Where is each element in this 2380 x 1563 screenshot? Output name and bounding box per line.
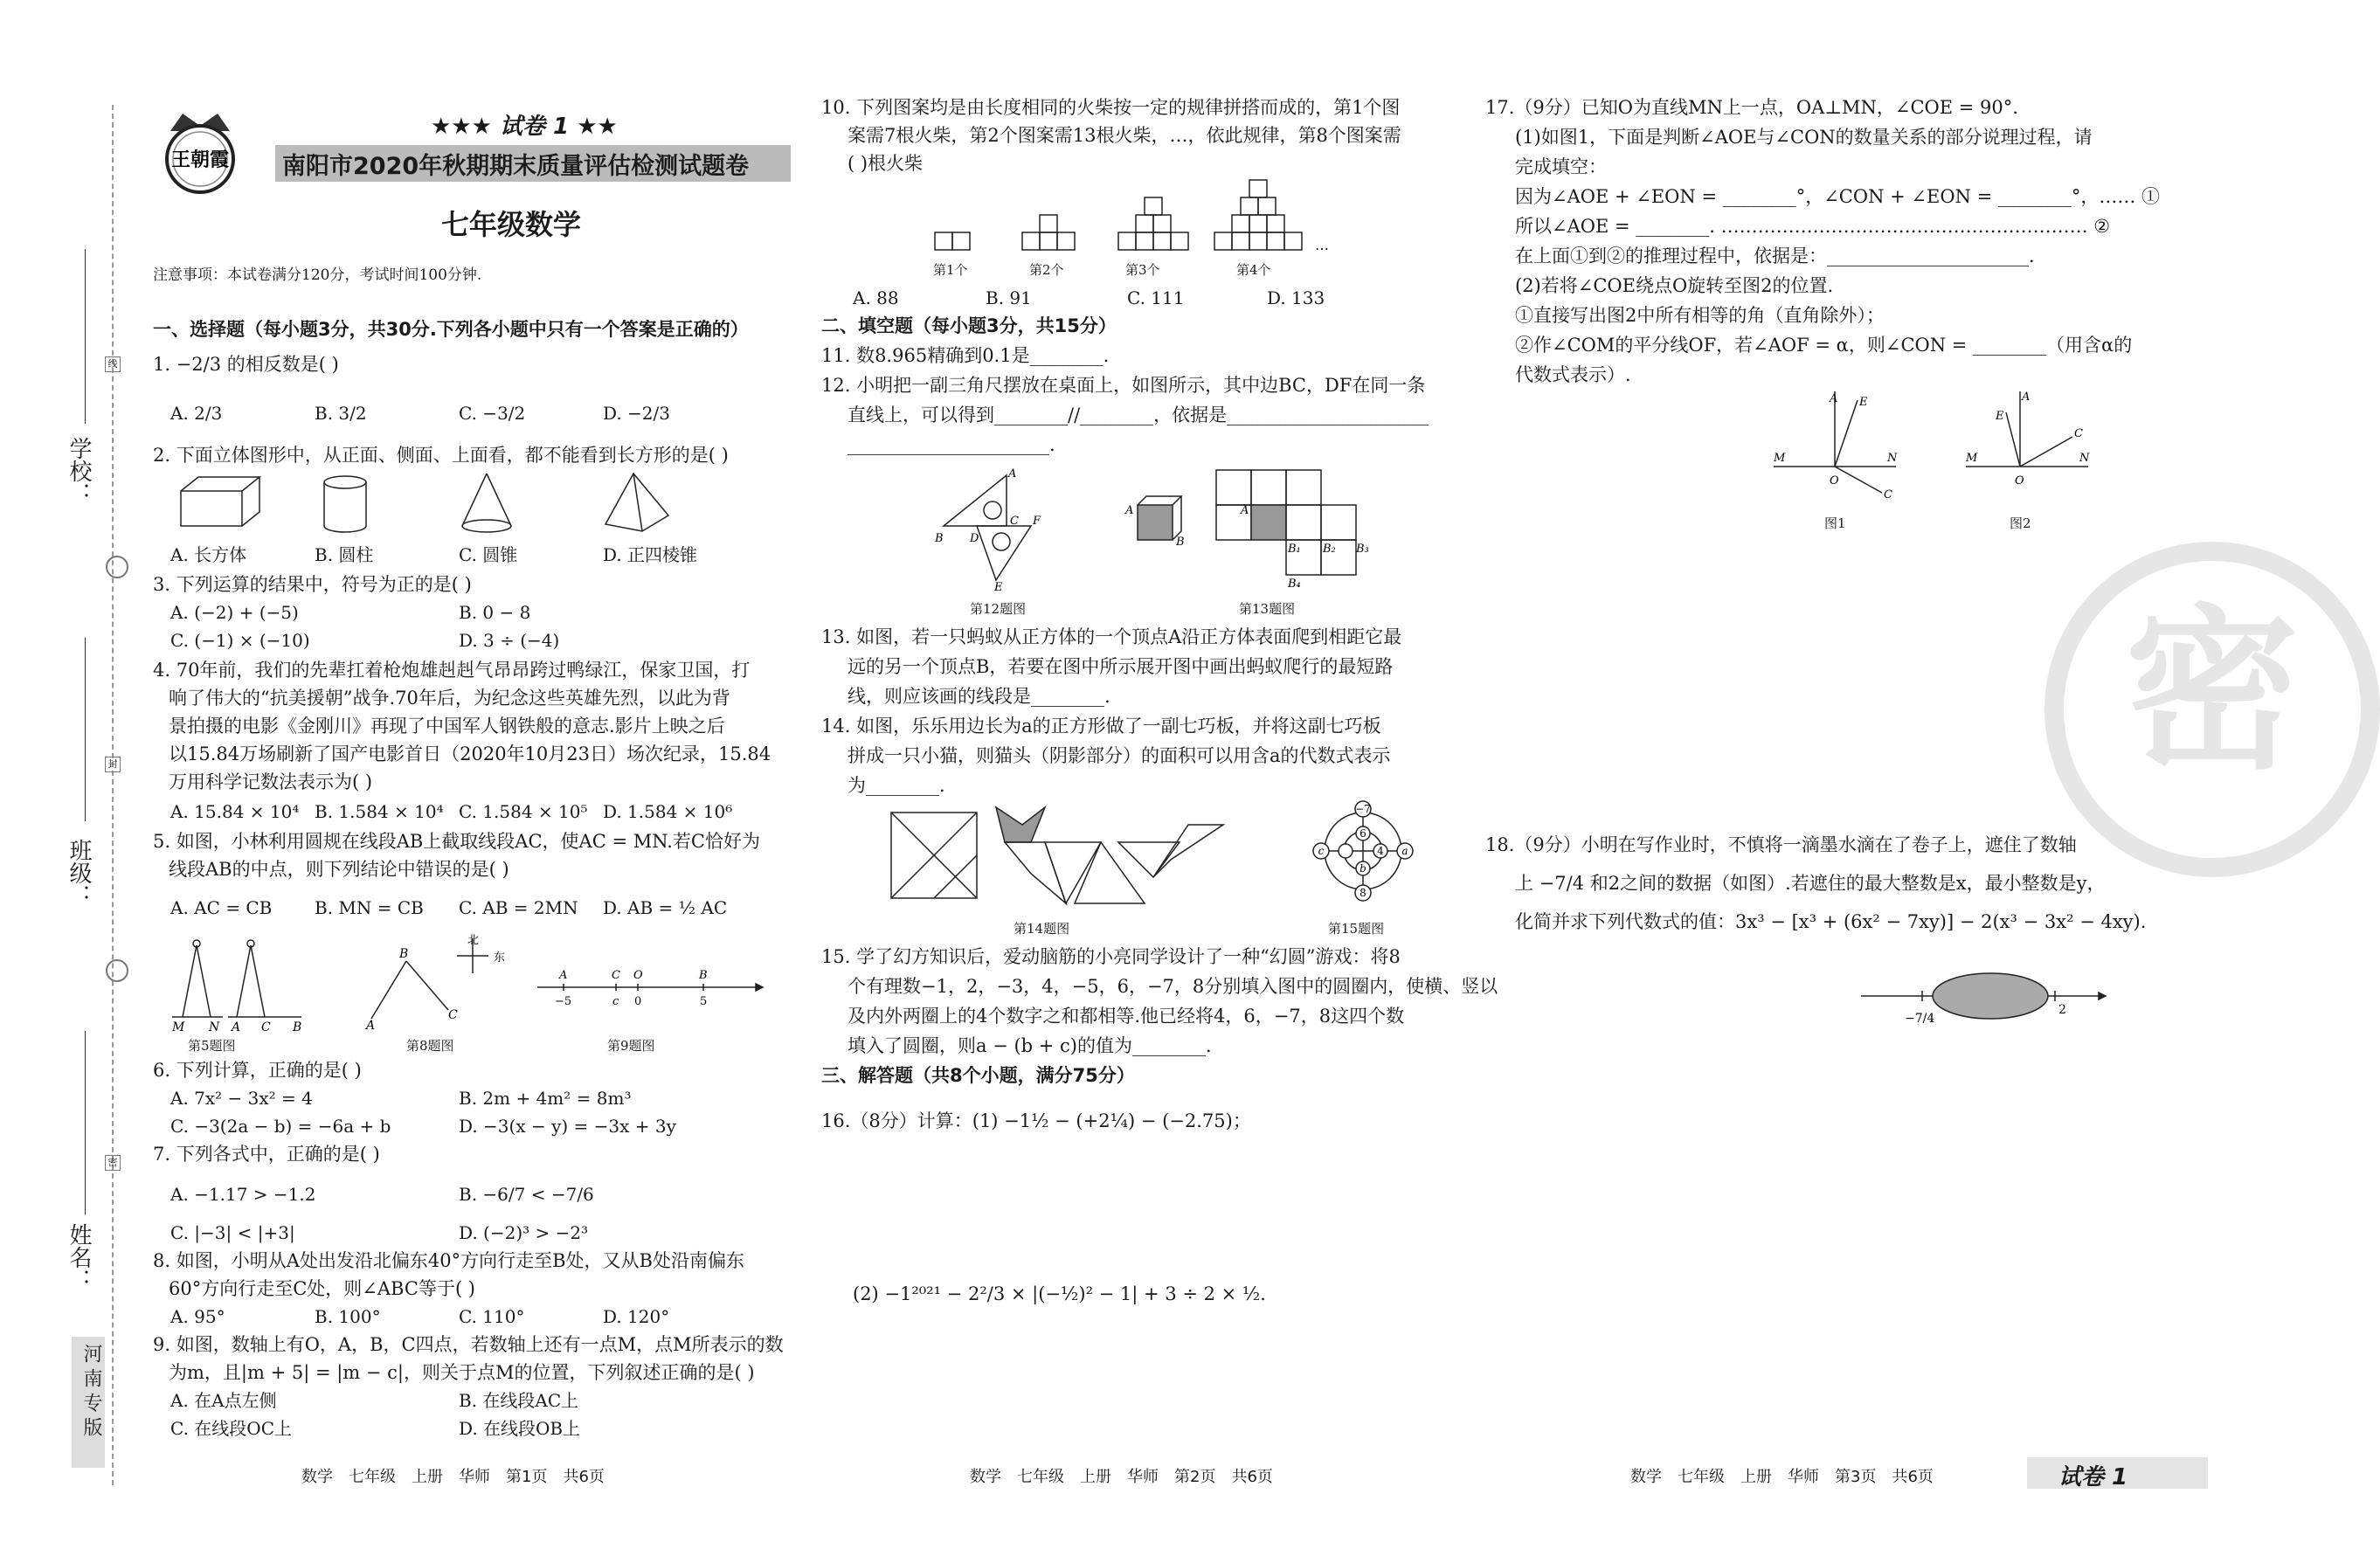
q18-line: 化简并求下列代数式的值：3x³ − [x³ + (6x² − 7xy)] − 2(x³ − 3x² − 4xy).: [1515, 911, 2147, 932]
q6-option[interactable]: D. −3(x − y) = −3x + 3y: [459, 1116, 676, 1137]
svg-text:A: A: [1830, 392, 1838, 405]
svg-text:B₁: B₁: [1288, 543, 1301, 556]
svg-text:A: A: [2022, 391, 2031, 404]
q17-line: 因为∠AOE + ∠EON = ________°，∠CON + ∠EON = ________°，…… ①: [1515, 186, 2161, 207]
fig-caption: 第4个: [1236, 262, 1271, 278]
svg-text:O: O: [1830, 474, 1839, 488]
q3-option[interactable]: D. 3 ÷ (−4): [459, 630, 560, 651]
q1-stem: 1. −2/3 的相反数是( ): [153, 354, 339, 375]
q9-option[interactable]: C. 在线段OC上: [170, 1418, 293, 1439]
q5-option[interactable]: A. AC = CB: [170, 897, 273, 918]
name-label: 姓名：: [66, 1223, 92, 1291]
svg-text:M: M: [1774, 452, 1786, 465]
q6-option[interactable]: A. 7x² − 3x² = 4: [170, 1088, 313, 1109]
q9-option[interactable]: D. 在线段OB上: [459, 1418, 581, 1439]
q8-option[interactable]: B. 100°: [315, 1306, 381, 1327]
svg-text:4: 4: [1377, 845, 1384, 857]
q4-option[interactable]: B. 1.584 × 10⁴: [315, 801, 444, 822]
fig-caption: 第3个: [1125, 262, 1160, 278]
q13-line: 13. 如图，若一只蚂蚁从正方体的一个顶点A沿正方体表面爬到相距它最: [821, 626, 1402, 647]
ink-blot: [1933, 973, 2048, 1019]
q12-triangles-figure: [935, 467, 1048, 594]
q15-line: 个有理数−1，2，−3，4，−5，6，−7，8分别填入图中的圆圈内，使横、竖以: [848, 976, 1498, 997]
q17-line: 完成填空：: [1515, 156, 1607, 177]
fig-caption: 第15题图: [1328, 921, 1385, 937]
q9-option[interactable]: B. 在线段AC上: [459, 1390, 579, 1411]
svg-text:B: B: [293, 1020, 302, 1034]
binding-mark-feng: 封: [105, 757, 121, 772]
q2-option[interactable]: A. 长方体: [170, 544, 247, 565]
q2-option[interactable]: B. 圆柱: [315, 544, 374, 565]
svg-text:…: …: [1315, 237, 1329, 253]
svg-text:E: E: [1996, 410, 2004, 423]
q12-line: 12. 小明把一副三角尺摆放在桌面上，如图所示，其中边BC，DF在同一条: [821, 375, 1426, 396]
svg-text:B: B: [1176, 536, 1185, 549]
q5-option[interactable]: D. AB = ½ AC: [603, 897, 728, 918]
svg-text:E: E: [1859, 396, 1868, 409]
q3-option[interactable]: C. (−1) × (−10): [170, 630, 310, 651]
notice: 注意事项：本试卷满分120分，考试时间100分钟.: [153, 266, 482, 284]
q13-line: 远的另一个顶点B，若要在图中所示展开图中画出蚂蚁爬行的最短路: [848, 656, 1394, 677]
svg-text:E: E: [994, 581, 1003, 594]
q10-option[interactable]: C. 111: [1127, 287, 1185, 308]
class-label: 班级：: [66, 839, 92, 907]
svg-text:A: A: [366, 1019, 376, 1033]
q14-line: 拼成一只小猫，则猫头（阴影部分）的面积可以用含a的代数式表示: [848, 745, 1391, 766]
q8-option[interactable]: D. 120°: [603, 1306, 670, 1327]
class-field[interactable]: [85, 638, 86, 821]
q3-stem: 3. 下列运算的结果中，符号为正的是( ): [153, 574, 472, 595]
svg-text:b: b: [1360, 862, 1366, 875]
q9-line: 为m，且|m + 5| = |m − c|，则关于点M的位置，下列叙述正确的是( ): [169, 1362, 755, 1383]
svg-text:B₃: B₃: [1356, 543, 1369, 556]
q5-line: 线段AB的中点，则下列结论中错误的是( ): [169, 859, 509, 880]
svg-text:A: A: [1125, 504, 1134, 517]
q16-part2: (2) −1²⁰²¹ − 2²/3 × |(−½)² − 1| + 3 ÷ 2 × ½.: [853, 1283, 1266, 1304]
q15-line: 填入了圆圈，则a − (b + c)的值为________.: [848, 1035, 1212, 1056]
svg-text:A: A: [1241, 504, 1249, 517]
svg-text:A: A: [559, 969, 568, 982]
crown-icon: [153, 105, 247, 201]
q9-numberline-figure: [537, 961, 765, 1022]
q4-line: 4. 70年前，我们的先辈扛着枪炮雄赳赳气昂昂跨过鸭绿江，保家卫国，打: [153, 660, 751, 681]
svg-text:B₄: B₄: [1288, 577, 1301, 591]
q1-option[interactable]: A. 2/3: [170, 403, 223, 424]
q16-part1: 16.（8分）计算：(1) −1½ − (+2¼) − (−2.75)；: [821, 1110, 1251, 1131]
q9-line: 9. 如图，数轴上有O，A，B，C四点，若数轴上还有一点M，点M所表示的数: [153, 1334, 784, 1355]
q7-option[interactable]: D. (−2)³ > −2³: [459, 1222, 589, 1243]
q1-option[interactable]: B. 3/2: [315, 403, 367, 424]
svg-text:F: F: [1033, 515, 1041, 528]
q4-line: 响了伟大的“抗美援朝”战争.70年后，为纪念这些英雄先烈，以此为背: [169, 688, 730, 709]
q3-option[interactable]: A. (−2) + (−5): [170, 602, 299, 623]
q14-tangram-figure: [891, 807, 1276, 912]
svg-text:C: C: [261, 1020, 271, 1034]
q5-line: 5. 如图，小林利用圆规在线段AB上截取线段AC，使AC = MN.若C恰好为: [153, 831, 760, 852]
q2-stem: 2. 下面立体图形中，从正面、侧面、上面看，都不能看到长方形的是( ): [153, 445, 729, 466]
q8-option[interactable]: A. 95°: [170, 1306, 225, 1327]
svg-text:c: c: [1318, 845, 1325, 857]
page-footer: 数学 七年级 上册 华师 第2页 共6页: [970, 1468, 1273, 1486]
page-2: [821, 0, 1498, 1563]
q17-line: ②作∠COM的平分线OF，若∠AOF = α，则∠CON = ________（用含α的: [1515, 335, 2133, 356]
q9-option[interactable]: A. 在A点左侧: [170, 1390, 277, 1411]
section-2-title: 二、填空题（每小题3分，共15分）: [821, 315, 1117, 336]
q8-option[interactable]: C. 110°: [459, 1306, 525, 1327]
pyramid-shape: [605, 474, 668, 531]
q15-line: 15. 学了幻方知识后，爱动脑筋的小亮同学设计了一种“幻圆”游戏：将8: [821, 946, 1401, 967]
svg-text:A: A: [1008, 467, 1017, 481]
school-field[interactable]: [85, 249, 86, 424]
svg-text:B: B: [935, 532, 944, 545]
subject-title: 七年级数学: [441, 208, 582, 241]
q4-option[interactable]: C. 1.584 × 10⁵: [459, 801, 588, 822]
fig-caption: 第13题图: [1239, 601, 1296, 617]
svg-text:N: N: [1887, 452, 1898, 465]
q6-option[interactable]: B. 2m + 4m² = 8m³: [459, 1088, 632, 1109]
cuboid-shape: [181, 477, 259, 526]
q18-line: 18.（9分）小明在写作业时，不慎将一滴墨水滴在了卷子上，遮住了数轴: [1485, 834, 2077, 855]
q3-option[interactable]: B. 0 − 8: [459, 602, 531, 623]
fig-caption: 第5题图: [188, 1038, 236, 1054]
q8-line: 60°方向行走至C处，则∠ABC等于( ): [169, 1278, 476, 1299]
q18-numberline-figure: [1852, 961, 2114, 1040]
q4-option[interactable]: A. 15.84 × 10⁴: [170, 801, 300, 822]
edition-text: 河南专版: [80, 1344, 102, 1442]
page-footer: 数学 七年级 上册 华师 第1页 共6页: [301, 1468, 605, 1486]
svg-text:c: c: [612, 995, 619, 1008]
svg-text:C: C: [1010, 515, 1019, 528]
svg-text:D: D: [970, 532, 979, 545]
svg-text:6: 6: [1360, 827, 1366, 840]
svg-text:东: 东: [494, 951, 506, 965]
svg-text:M: M: [172, 1020, 185, 1034]
fig-caption: 图1: [1824, 515, 1846, 531]
cone-shape: [462, 474, 511, 532]
q10-option[interactable]: D. 133: [1267, 287, 1325, 308]
svg-text:O: O: [633, 969, 643, 982]
fig-caption: 第2个: [1029, 262, 1064, 278]
svg-text:B: B: [699, 969, 708, 982]
q8-direction-figure: [363, 935, 511, 1031]
q17-line: 17.（9分）已知O为直线MN上一点，OA⊥MN，∠COE = 90°.: [1485, 97, 2018, 118]
svg-text:C: C: [1884, 488, 1892, 501]
q4-line: 万用科学记数法表示为( ): [169, 771, 373, 792]
svg-text:M: M: [1966, 452, 1978, 465]
svg-text:5: 5: [700, 995, 708, 1008]
edition-tag: [72, 1337, 105, 1468]
school-label: 学校：: [66, 437, 92, 505]
svg-text:C: C: [448, 1008, 458, 1022]
footer-badge: 试卷 1: [2058, 1464, 2128, 1490]
svg-text:C: C: [2074, 427, 2083, 440]
brand-logo: [153, 105, 247, 201]
q1-option[interactable]: D. −2/3: [603, 403, 670, 424]
q12-line: ______________________.: [848, 434, 1055, 455]
name-field[interactable]: [85, 1031, 86, 1214]
svg-text:O: O: [2015, 474, 2024, 488]
q17-line: (1)如图1，下面是判断∠AOE与∠CON的数量关系的部分说理过程，请: [1515, 127, 2093, 148]
svg-text:a: a: [1401, 845, 1408, 857]
binding-seal-icon: [106, 959, 128, 982]
svg-text:B: B: [399, 947, 409, 961]
q17-line: 所以∠AOE = ________. …………………………………………………… ②: [1515, 216, 2111, 237]
q5-option[interactable]: B. MN = CB: [315, 897, 424, 918]
q12-line: 直线上，可以得到________//________，依据是______________________: [848, 405, 1429, 425]
fig-caption: 第14题图: [1014, 921, 1070, 937]
q6-option[interactable]: C. −3(2a − b) = −6a + b: [170, 1116, 391, 1137]
q15-line: 及内外两圈上的4个数字之和都相等.他已经将4，6，−7，8这四个数: [848, 1006, 1405, 1027]
q7-stem: 7. 下列各式中，正确的是( ): [153, 1144, 380, 1165]
q4-line: 以15.84万场刷新了国产电影首日（2020年10月23日）场次纪录，15.84: [169, 743, 771, 764]
binding-margin: [0, 0, 140, 1563]
q17-figure-1: [1774, 388, 1905, 501]
svg-text:0: 0: [634, 995, 642, 1008]
q10-line: 案需7根火柴，第2个图案需13根火柴，…，依此规律，第8个图案需: [848, 125, 1401, 146]
watermark-text: 密: [2124, 590, 2300, 793]
q10-matchstick-figure: [926, 180, 1337, 259]
q11-stem: 11. 数8.965精确到0.1是________.: [821, 345, 1110, 366]
svg-text:A: A: [232, 1020, 241, 1034]
page-3: [1485, 0, 2300, 1563]
q8-line: 8. 如图，小明从A处出发沿北偏东40°方向行走至B处，又从B处沿南偏东: [153, 1250, 744, 1271]
q2-option[interactable]: D. 正四棱锥: [603, 544, 698, 565]
svg-text:8: 8: [1360, 887, 1366, 899]
fig-caption: 第1个: [933, 262, 968, 278]
q7-option[interactable]: B. −6/7 < −7/6: [459, 1184, 594, 1205]
q17-line: 代数式表示）.: [1515, 364, 1631, 385]
q10-line: 10. 下列图案均是由长度相同的火柴按一定的规律拼搭而成的，第1个图: [821, 97, 1401, 118]
q15-magic-circle-figure: [1311, 795, 1415, 909]
q7-option[interactable]: A. −1.17 > −1.2: [170, 1184, 316, 1205]
q17-figure-2: [1966, 388, 2097, 501]
q14-line: 为________.: [848, 775, 945, 796]
q18-line: 上 −7/4 和2之间的数据（如图）.若遮住的最大整数是x，最小整数是y，: [1515, 873, 2106, 894]
paper-badge: ★★★ 试卷 1 ★★: [431, 114, 618, 140]
binding-seal-icon: [106, 556, 128, 578]
binding-line: [112, 105, 114, 1485]
q5-option[interactable]: C. AB = 2MN: [459, 897, 578, 918]
binding-mark-mi: 密: [105, 1155, 121, 1171]
fig-caption: 第8题图: [406, 1038, 454, 1054]
svg-text:−5: −5: [555, 995, 572, 1008]
q14-line: 14. 如图，乐乐用边长为a的正方形做了一副七巧板，并将这副七巧板: [821, 716, 1381, 737]
q5-compass-figure: [170, 937, 310, 1033]
q10-option[interactable]: A. 88: [853, 287, 899, 308]
fig-caption: 图2: [2010, 515, 2031, 531]
svg-text:−7: −7: [1355, 803, 1371, 815]
exam-title: 南阳市2020年秋期期末质量评估检测试题卷: [282, 153, 750, 180]
cylinder-shape: [324, 476, 366, 532]
q10-line: ( )根火柴: [848, 153, 924, 174]
confidential-watermark: [2044, 542, 2380, 877]
section-3-title: 三、解答题（共8个小题，满分75分）: [821, 1065, 1135, 1086]
svg-text:2: 2: [2058, 1003, 2066, 1017]
svg-text:C: C: [612, 969, 620, 982]
q1-option[interactable]: C. −3/2: [459, 403, 526, 424]
page-footer: 数学 七年级 上册 华师 第3页 共6页: [1630, 1468, 1934, 1486]
svg-text:B₂: B₂: [1323, 543, 1336, 556]
page-1: [153, 0, 782, 1563]
fig-caption: 第12题图: [970, 601, 1027, 617]
q13-cube-net-figure: [1118, 461, 1398, 592]
q2-solids-figure: [170, 472, 712, 537]
q7-option[interactable]: C. |−3| < |+3|: [170, 1222, 295, 1243]
svg-text:王朝霞: 王朝霞: [170, 149, 230, 171]
svg-text:N: N: [2079, 452, 2090, 465]
svg-text:N: N: [209, 1020, 220, 1034]
q4-line: 景拍摄的电影《金刚川》再现了中国军人钢铁般的意志.影片上映之后: [169, 716, 725, 737]
svg-text:−7/4: −7/4: [1905, 1012, 1935, 1026]
q17-line: 在上面①到②的推理过程中，依据是：______________________.: [1515, 246, 2035, 266]
fig-caption: 第9题图: [607, 1038, 655, 1054]
q13-line: 线，则应该画的线段是________.: [848, 686, 1110, 707]
q2-option[interactable]: C. 圆锥: [459, 544, 518, 565]
q17-line: ①直接写出图2中所有相等的角（直角除外）；: [1515, 305, 1885, 326]
svg-text:北: 北: [467, 934, 480, 947]
q6-stem: 6. 下列计算，正确的是( ): [153, 1060, 362, 1081]
q10-option[interactable]: B. 91: [986, 287, 1032, 308]
q17-line: (2)若将∠COE绕点O旋转至图2的位置.: [1515, 275, 1834, 296]
q4-option[interactable]: D. 1.584 × 10⁶: [603, 801, 733, 822]
section-1-title: 一、选择题（每小题3分，共30分.下列各小题中只有一个答案是正确的）: [153, 319, 749, 340]
binding-mark-xian: 线: [105, 356, 121, 372]
